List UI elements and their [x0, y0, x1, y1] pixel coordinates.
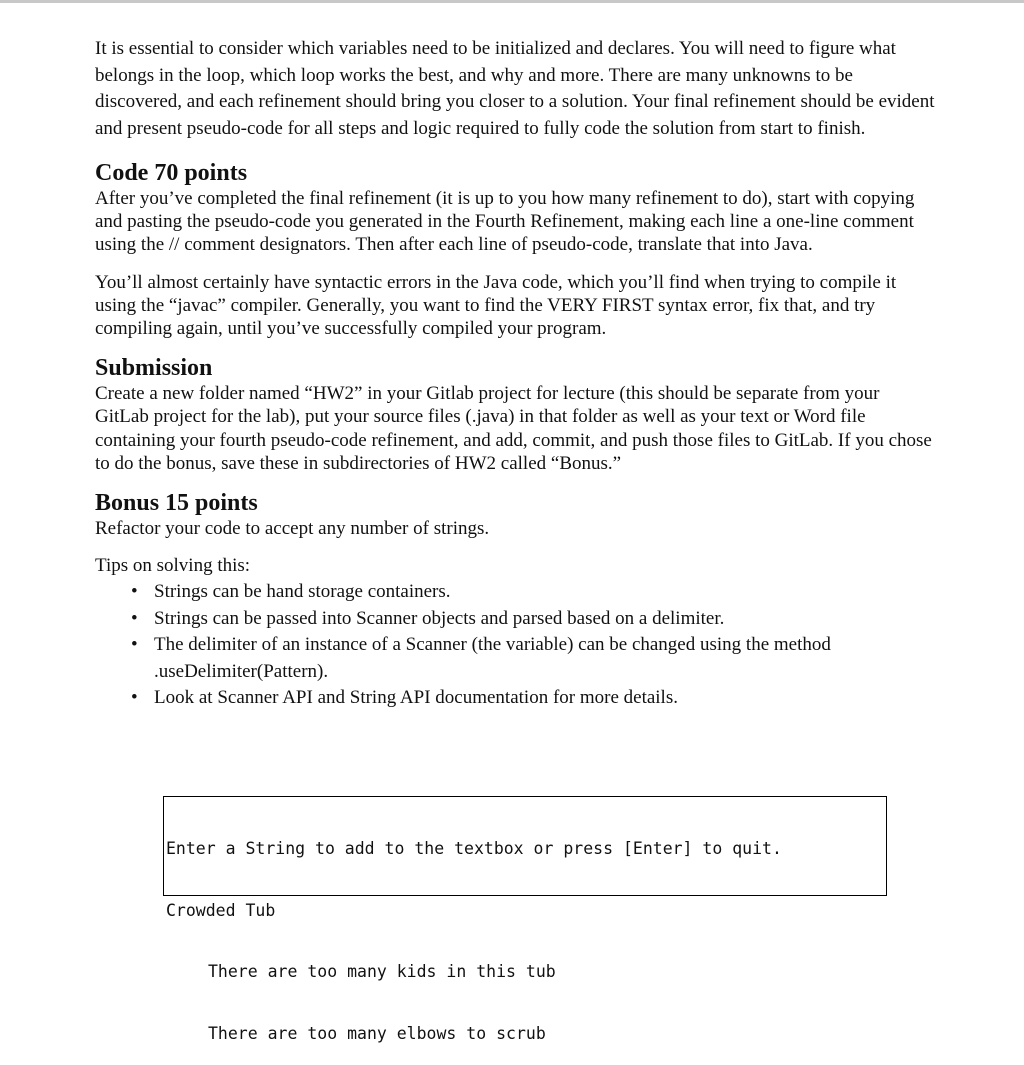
bonus-paragraph: Refactor your code to accept any number of strings. [95, 518, 490, 540]
tips-list [95, 579, 935, 712]
window-top-border [0, 0, 1024, 3]
bullet-icon: • [131, 581, 138, 603]
bullet-icon: • [131, 607, 138, 629]
document-page [95, 36, 935, 712]
tip-text: The delimiter of an instance of a Scanner (the variable) can be changed using the method .useDelimiter(Pattern). [154, 634, 831, 682]
code-heading: Code 70 points [95, 160, 248, 186]
bullet-icon: • [131, 634, 138, 656]
submission-paragraph: Create a new folder named “HW2” in your Gitlab project for lecture (this should be separate from your GitLab project for the lab), put your source files (.java) in that folder as well as your text or Word file containing your fourth pseudo-code refinement, and add, commit, and push those files to GitLab. If you chose to do the bonus, save these in subdirectories of HW2 called “Bonus.” [95, 383, 932, 474]
list-item [131, 685, 935, 712]
code-paragraph-2: You’ll almost certainly have syntactic errors in the Java code, which you’ll find when trying to compile it using the “javac” compiler. Generally, you want to find the VERY FIRST syntax error, fix that, and try compiling again, until you’ve successfully compiled your program. [95, 271, 897, 340]
list-item [131, 632, 935, 685]
list-item [131, 579, 935, 606]
intro-paragraph: It is essential to consider which variables need to be initialized and declares. You will need to figure what belongs in the loop, which loop works the best, and why and more. There are many unknowns to be discovered, and each refinement should bring you closer to a solution. Your final refinement should be evident and present pseudo-code for all steps and logic required to fully code the solution from start to finish. [95, 38, 935, 139]
console-line-prompt: Enter a String to add to the textbox or press [Enter] to quit. [166, 839, 782, 858]
code-paragraph-1: After you’ve completed the final refinement (it is up to you how many refinement to do), start with copying and pasting the pseudo-code you generated in the Fourth Refinement, making each line a one-line comment using the // comment designators. Then after each line of pseudo-code, translate that into Java. [95, 188, 915, 256]
tips-label: Tips on solving this: [95, 555, 251, 577]
console-output-box [163, 796, 887, 1043]
tip-text: Strings can be hand storage containers. [154, 581, 451, 603]
bullet-icon: • [131, 687, 138, 709]
tip-text: Strings can be passed into Scanner objects and parsed based on a delimiter. [154, 607, 725, 629]
submission-heading: Submission [95, 355, 213, 382]
console-line-title: Crowded Tub [166, 900, 276, 920]
list-item [131, 606, 935, 633]
console-line-verse-2: There are too many elbows to scrub [208, 1023, 546, 1043]
tip-text: Look at Scanner API and String API documentation for more details. [154, 687, 678, 709]
bonus-heading: Bonus 15 points [95, 490, 258, 517]
console-line-verse-1: There are too many kids in this tub [208, 962, 556, 981]
